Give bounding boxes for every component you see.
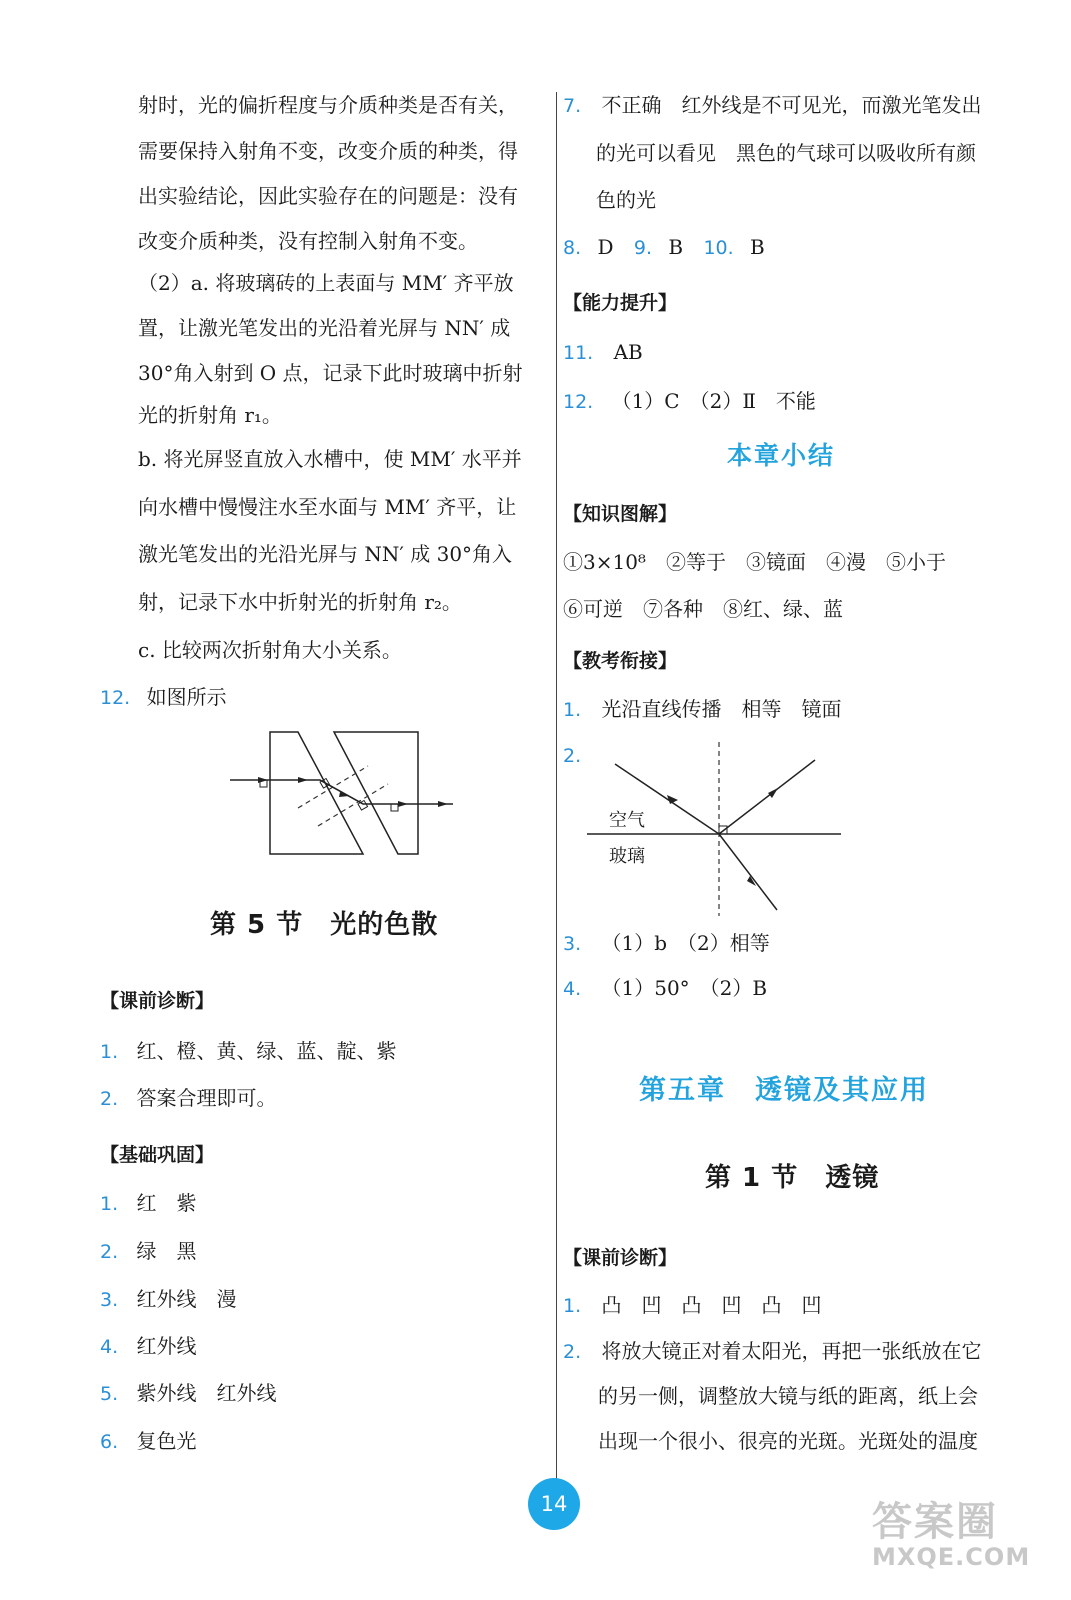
para2-line7: 激光笔发出的光沿光屏与 NN′ 成 30°角入 bbox=[138, 542, 513, 566]
q11-line bbox=[563, 339, 643, 366]
q10-answer: B bbox=[750, 235, 765, 259]
basic-item-3 bbox=[100, 1286, 237, 1313]
basic-item-number: 1. bbox=[100, 1193, 119, 1215]
section1-title: 第 1 节 透镜 bbox=[705, 1163, 880, 1193]
para2-line4: 光的折射角 r₁。 bbox=[138, 403, 282, 427]
basic-item-1 bbox=[100, 1190, 197, 1217]
pre-item-2 bbox=[100, 1085, 277, 1112]
basic-item-4 bbox=[100, 1333, 197, 1360]
exam-item-text: 光沿直线传播 相等 镜面 bbox=[601, 697, 842, 721]
lens-item-number: 2. bbox=[563, 1341, 582, 1363]
reflected-ray bbox=[719, 760, 815, 834]
q10-number: 10. bbox=[703, 237, 734, 259]
heading-pre-diagnosis: 【课前诊断】 bbox=[100, 990, 215, 1012]
chapter-summary-title: 本章小结 bbox=[727, 441, 836, 470]
ray-arrow-2 bbox=[298, 777, 308, 783]
heading-exam: 【教考衔接】 bbox=[563, 650, 678, 672]
para2-line3: 30°角入射到 O 点，记录下此时玻璃中折射 bbox=[138, 361, 523, 385]
pre-item-number: 2. bbox=[100, 1088, 119, 1110]
exam-item-3 bbox=[563, 930, 770, 957]
lens-item-1 bbox=[563, 1292, 822, 1319]
basic-item-6 bbox=[100, 1428, 197, 1455]
q8-answer: D bbox=[597, 235, 614, 259]
knowledge-line-1: ①3×10⁸ ②等于 ③镜面 ④漫 ⑤小于 bbox=[563, 550, 946, 574]
incident-arrow bbox=[667, 795, 678, 804]
exam-item-number: 2. bbox=[563, 745, 582, 767]
q12-item bbox=[100, 684, 227, 711]
watermark bbox=[872, 1490, 1030, 1571]
exam-item-number: 1. bbox=[563, 699, 582, 721]
pre-item-text: 答案合理即可。 bbox=[136, 1086, 277, 1110]
q12r-line bbox=[563, 388, 816, 415]
exam-item-text: （1）50° （2）B bbox=[601, 976, 768, 1000]
ray-arrow-5 bbox=[438, 801, 448, 807]
basic-item-text: 红外线 漫 bbox=[136, 1287, 237, 1311]
para1-line1: 射时，光的偏折程度与介质种类是否有关， bbox=[138, 93, 518, 117]
exam-item-1 bbox=[563, 696, 842, 723]
basic-item-text: 红外线 bbox=[136, 1334, 197, 1358]
lens-item-2-line2: 的另一侧，调整放大镜与纸的距离，纸上会 bbox=[598, 1384, 978, 1408]
pre-item-text: 红、橙、黄、绿、蓝、靛、紫 bbox=[136, 1039, 397, 1063]
q7-line1 bbox=[563, 92, 982, 119]
glass-block-left bbox=[270, 732, 363, 854]
basic-item-text: 红 紫 bbox=[136, 1191, 197, 1215]
q12-text: 如图所示 bbox=[146, 685, 227, 709]
para2-line6: 向水槽中慢慢注水至水面与 MM′ 齐平，让 bbox=[138, 495, 517, 519]
lens-item-text: 凸 凹 凸 凹 凸 凹 bbox=[601, 1293, 822, 1317]
q8-q10-line bbox=[563, 234, 765, 261]
basic-item-5 bbox=[100, 1380, 277, 1407]
refracted-ray bbox=[719, 834, 777, 910]
basic-item-text: 紫外线 红外线 bbox=[136, 1381, 277, 1405]
glass-block-right bbox=[334, 732, 418, 854]
basic-item-number: 5. bbox=[100, 1383, 119, 1405]
para2-line2: 置，让激光笔发出的光沿着光屏与 NN′ 成 bbox=[138, 316, 511, 340]
q7-text-1: 不正确 红外线是不可见光，而激光笔发出 bbox=[601, 93, 982, 117]
lens-item-text-1: 将放大镜正对着太阳光，再把一张纸放在它 bbox=[601, 1339, 982, 1363]
ray-arrow-4 bbox=[398, 801, 408, 807]
exam-item-2 bbox=[563, 742, 581, 769]
pre-item-1 bbox=[100, 1038, 397, 1065]
exam-item-number: 4. bbox=[563, 978, 582, 1000]
q7-line3: 色的光 bbox=[596, 188, 656, 212]
q8-number: 8. bbox=[563, 237, 582, 259]
para1-line3: 出实验结论，因此实验存在的问题是：没有 bbox=[138, 184, 518, 208]
lens-item-2-line3: 出现一个很小、很亮的光斑。光斑处的温度 bbox=[598, 1429, 978, 1453]
para2-line8: 射，记录下水中折射光的折射角 r₂。 bbox=[138, 590, 462, 614]
pre-item-number: 1. bbox=[100, 1041, 119, 1063]
watermark-logo: 答案圈 bbox=[872, 1499, 998, 1545]
watermark-url: MXQE.COM bbox=[872, 1543, 1031, 1571]
glass-label: 玻璃 bbox=[609, 846, 645, 867]
basic-item-number: 4. bbox=[100, 1336, 119, 1358]
basic-item-2 bbox=[100, 1238, 197, 1265]
air-label: 空气 bbox=[609, 810, 645, 831]
q9-answer: B bbox=[668, 235, 684, 259]
heading-ability: 【能力提升】 bbox=[563, 292, 678, 314]
q12r-answer: （1）C （2）Ⅱ 不能 bbox=[611, 389, 816, 413]
q11-answer: AB bbox=[613, 340, 643, 364]
exam-item-number: 3. bbox=[563, 933, 582, 955]
page-number: 14 bbox=[528, 1478, 580, 1530]
column-divider bbox=[556, 92, 557, 1482]
heading-knowledge: 【知识图解】 bbox=[563, 503, 678, 525]
q11-number: 11. bbox=[563, 342, 594, 364]
lens-item-2 bbox=[563, 1338, 982, 1365]
heading-pre-diagnosis-2: 【课前诊断】 bbox=[563, 1247, 678, 1269]
right-angle-mark-4 bbox=[391, 804, 398, 811]
basic-item-number: 2. bbox=[100, 1241, 119, 1263]
para2-line1: （2）a. 将玻璃砖的上表面与 MM′ 齐平放 bbox=[138, 271, 514, 295]
reflection-refraction-diagram bbox=[583, 738, 845, 920]
para1-line4: 改变介质种类，没有控制入射角不变。 bbox=[138, 229, 478, 253]
para2-line9: c. 比较两次折射角大小关系。 bbox=[138, 638, 402, 662]
lens-item-number: 1. bbox=[563, 1295, 582, 1317]
q9-number: 9. bbox=[633, 237, 653, 259]
basic-item-text: 复色光 bbox=[136, 1429, 197, 1453]
heading-basic: 【基础巩固】 bbox=[100, 1144, 215, 1166]
reflected-arrow bbox=[768, 788, 778, 798]
refraction-prism-diagram bbox=[228, 728, 460, 860]
section-title-5: 第 5 节 光的色散 bbox=[210, 910, 439, 940]
q7-line2: 的光可以看见 黑色的气球可以吸收所有颜 bbox=[596, 141, 976, 165]
para2-line5: b. 将光屏竖直放入水槽中，使 MM′ 水平并 bbox=[138, 447, 522, 471]
q12-number: 12. bbox=[100, 687, 131, 709]
exam-item-4 bbox=[563, 975, 767, 1002]
basic-item-text: 绿 黑 bbox=[136, 1239, 197, 1263]
basic-item-number: 3. bbox=[100, 1289, 119, 1311]
chapter5-title: 第五章 透镜及其应用 bbox=[639, 1075, 929, 1106]
knowledge-line-2: ⑥可逆 ⑦各种 ⑧红、绿、蓝 bbox=[563, 597, 843, 621]
light-ray bbox=[230, 780, 453, 804]
basic-item-number: 6. bbox=[100, 1431, 119, 1453]
exam-item-text: （1）b （2）相等 bbox=[601, 931, 770, 955]
q12r-number: 12. bbox=[563, 391, 594, 413]
q7-number: 7. bbox=[563, 95, 582, 117]
para1-line2: 需要保持入射角不变，改变介质的种类，得 bbox=[138, 139, 518, 163]
